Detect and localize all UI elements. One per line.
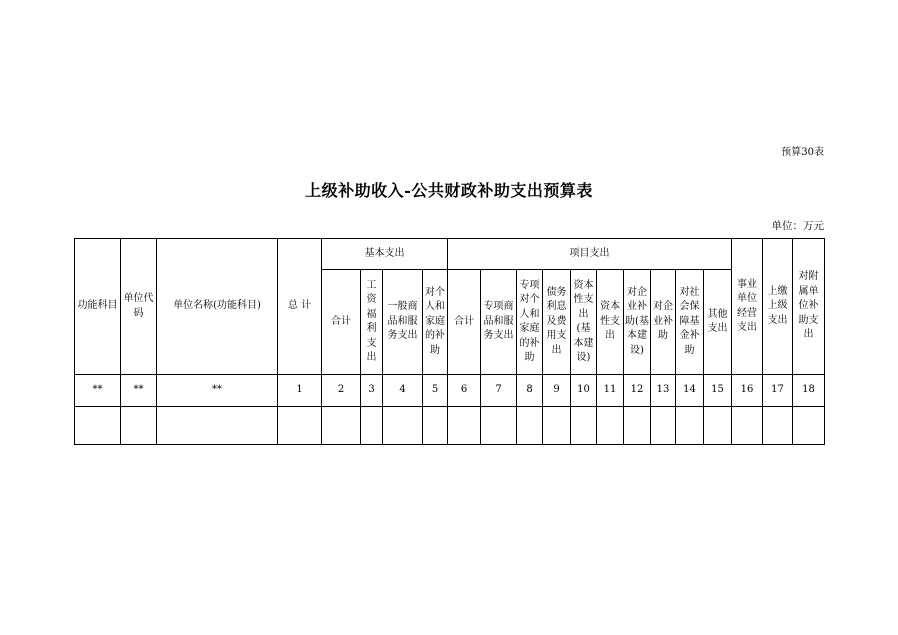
data-cell [121, 407, 157, 445]
header-basic-total: 合计 [322, 270, 361, 375]
data-cell [704, 407, 732, 445]
header-project-capital-construction: 资本性支出(基本建设) [571, 270, 597, 375]
unit-label: 单位：万元 [771, 220, 824, 232]
index-cell: 9 [543, 375, 571, 407]
data-cell [597, 407, 624, 445]
data-cell [278, 407, 322, 445]
header-basic-personal-subsidy: 对个人和家庭的补助 [423, 270, 448, 375]
header-unit-code: 单位代码 [121, 239, 157, 375]
data-cell [543, 407, 571, 445]
header-project-social-security: 对社会保障基金补助 [676, 270, 704, 375]
index-cell: 1 [278, 375, 322, 407]
data-cell [322, 407, 361, 445]
index-row [75, 375, 825, 407]
index-cell: ** [157, 375, 278, 407]
data-cell [517, 407, 543, 445]
index-cell: 18 [793, 375, 825, 407]
header-project-enterprise: 对企业补助 [651, 270, 676, 375]
data-cell [651, 407, 676, 445]
index-cell: 12 [624, 375, 651, 407]
data-cell [157, 407, 278, 445]
data-cell [571, 407, 597, 445]
index-cell: ** [121, 375, 157, 407]
data-cell [732, 407, 763, 445]
index-cell: 11 [597, 375, 624, 407]
index-cell: 10 [571, 375, 597, 407]
index-cell: 14 [676, 375, 704, 407]
header-upper-remit: 上缴上级支出 [763, 239, 793, 375]
data-cell [423, 407, 448, 445]
header-basic-goods-services: 一般商品和服务支出 [383, 270, 423, 375]
index-cell: ** [75, 375, 121, 407]
header-project-other: 其他支出 [704, 270, 732, 375]
data-cell [624, 407, 651, 445]
index-cell: 5 [423, 375, 448, 407]
data-cell [361, 407, 383, 445]
data-row-empty [75, 407, 825, 445]
header-project-group: 项目支出 [448, 239, 732, 270]
header-project-goods-services: 专项商品和服务支出 [481, 270, 517, 375]
header-func-subject: 功能科目 [75, 239, 121, 375]
header-project-capital: 资本性支出 [597, 270, 624, 375]
header-project-personal-subsidy: 专项对个人和家庭的补助 [517, 270, 543, 375]
data-cell [383, 407, 423, 445]
header-unit-name: 单位名称(功能科目) [157, 239, 278, 375]
index-cell: 13 [651, 375, 676, 407]
data-cell [481, 407, 517, 445]
data-cell [75, 407, 121, 445]
header-project-enterprise-construction: 对企业补助(基本建设) [624, 270, 651, 375]
index-cell: 4 [383, 375, 423, 407]
header-total: 总 计 [278, 239, 322, 375]
data-cell [763, 407, 793, 445]
data-cell [793, 407, 825, 445]
index-cell: 15 [704, 375, 732, 407]
index-cell: 6 [448, 375, 481, 407]
header-affiliated-subsidy: 对附属单位补助支出 [793, 239, 825, 375]
header-business-expense: 事业单位经营支出 [732, 239, 763, 375]
form-number: 预算30表 [781, 147, 824, 158]
index-cell: 17 [763, 375, 793, 407]
page-title: 上级补助收入-公共财政补助支出预算表 [305, 181, 593, 200]
index-cell: 16 [732, 375, 763, 407]
header-project-debt-interest: 债务利息及费用支出 [543, 270, 571, 375]
index-cell: 3 [361, 375, 383, 407]
header-project-total: 合计 [448, 270, 481, 375]
data-cell [676, 407, 704, 445]
data-cell [448, 407, 481, 445]
header-basic-wages: 工资福利支出 [361, 270, 383, 375]
budget-table [74, 238, 825, 445]
index-cell: 8 [517, 375, 543, 407]
header-basic-group: 基本支出 [322, 239, 448, 270]
index-cell: 7 [481, 375, 517, 407]
index-cell: 2 [322, 375, 361, 407]
